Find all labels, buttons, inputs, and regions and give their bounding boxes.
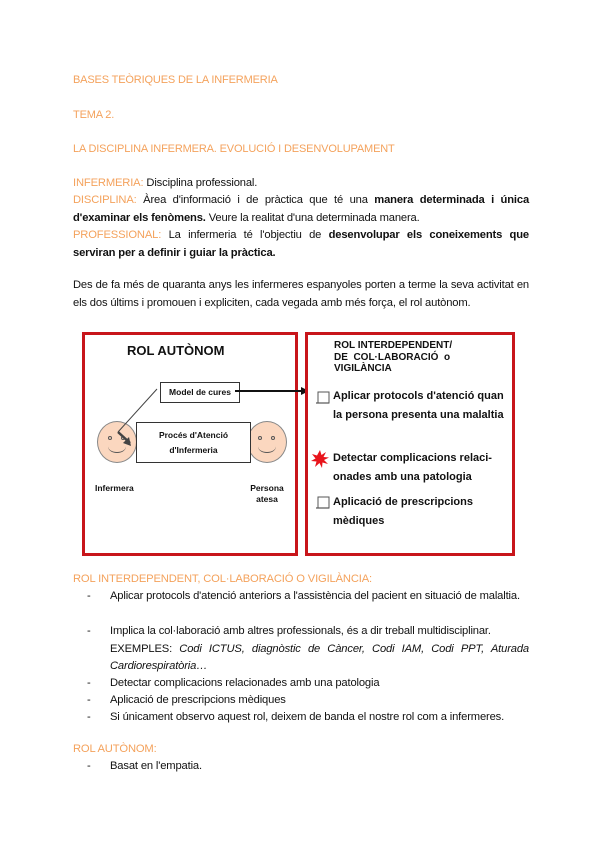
intro-paragraph: Des de fa més de quaranta anys les infermeres espanyoles porten a terme la seva activitat en els dos últims i promouen i expliciten, cada vegada amb més força, el rol autònom. xyxy=(73,279,529,309)
diagram-autonomous-role-box xyxy=(82,332,298,556)
bullet-text: Aplicació de prescripcions mèdiques xyxy=(110,694,286,706)
definition-text: Disciplina professional. xyxy=(143,177,258,189)
section-heading-interdependent: ROL INTERDEPENDENT, COL·LABORACIÓ O VIGILÀNCIA: xyxy=(73,573,373,585)
definition-text-bold: manera determinada i única d'examinar els fenòmens. xyxy=(73,194,530,224)
patient-label-line1: Persona xyxy=(250,483,284,493)
bullet-marker: - xyxy=(87,590,91,602)
bullet-marker: - xyxy=(87,694,91,706)
bullet-marker: - xyxy=(87,760,91,772)
theme-number: TEMA 2. xyxy=(73,109,115,121)
checkbox-icon xyxy=(315,495,331,511)
list-item xyxy=(87,588,529,606)
diagram-left-title: ROL AUTÒNOM xyxy=(127,343,225,358)
bullet-marker: - xyxy=(87,711,91,723)
section-heading-autonomous: ROL AUTÒNOM: xyxy=(73,743,157,755)
list-item xyxy=(87,709,529,727)
patient-label-line2: atesa xyxy=(256,494,278,504)
diagram-right-title-line3: VIGILÀNCIA xyxy=(334,363,392,374)
bullet-text: Basat en l'empatia. xyxy=(110,760,202,772)
bullet-text: Detectar complicacions relacionades amb una patologia xyxy=(110,677,380,689)
starburst-icon xyxy=(311,450,329,468)
checkbox-icon xyxy=(315,390,331,406)
definition-professional xyxy=(73,227,529,262)
list-item xyxy=(87,758,529,776)
list-item xyxy=(87,675,529,693)
list-item xyxy=(87,623,529,676)
diagram-right-title-line2: DE COL·LABORACIÓ o xyxy=(334,351,451,363)
diagram-item-complications: Detectar complicacions relaci-onades amb una patologia xyxy=(333,452,492,483)
list-item xyxy=(87,692,529,710)
patient-label xyxy=(245,483,289,505)
nurse-label: Infermera xyxy=(95,483,134,493)
definition-term: DISCIPLINA: xyxy=(73,194,137,206)
definition-text-bold: desenvolupar els coneixements que serviran per a definir i guiar la pràctica. xyxy=(73,229,529,259)
definition-text: La infermeria té l'objectiu de xyxy=(161,229,329,241)
diagram-left-connectors-icon xyxy=(85,335,301,559)
definition-text: Àrea d'informació i de pràctica que té una xyxy=(136,194,375,206)
examples-text: Codi ICTUS, diagnòstic de Càncer, Codi IAM, Codi PPT, Aturada Cardiorespiratòria… xyxy=(110,642,530,672)
bullet-text: Si únicament observo aquest rol, deixem de banda el nostre rol com a infermeres. xyxy=(110,711,505,723)
bullet-text: Aplicar protocols d'atenció anteriors a l'assistència del pacient en situació de malaltia. xyxy=(110,590,520,602)
care-model-box: Model de cures xyxy=(160,382,240,403)
examples-line xyxy=(110,641,529,676)
diagram-item-protocols: Aplicar protocols d'atenció quan la persona presenta una malaltia xyxy=(333,390,504,421)
diagram-right-title xyxy=(334,340,452,375)
bullet-marker: - xyxy=(87,625,91,637)
document-title: BASES TEÒRIQUES DE LA INFERMERIA xyxy=(73,74,278,86)
arrow-right-icon xyxy=(235,385,310,397)
examples-label: EXEMPLES: xyxy=(110,642,180,655)
bullet-main-text: Implica la col·laboració amb altres professionals, és a dir treball multidisciplinar. xyxy=(110,625,491,637)
bullet-marker: - xyxy=(87,677,91,689)
definition-disciplina xyxy=(73,192,529,227)
bullet-text xyxy=(110,623,529,676)
care-process-line1: Procés d'Atenció xyxy=(158,430,229,440)
definition-term: PROFESSIONAL: xyxy=(73,229,162,241)
diagram-item-prescriptions: Aplicació de prescripcions mèdiques xyxy=(333,496,473,527)
definition-infermeria xyxy=(73,175,529,193)
definition-term: INFERMERIA: xyxy=(73,177,144,189)
definition-text-tail: Veure la realitat d'una determinada manera. xyxy=(205,211,420,224)
care-process-line2: d'Infermeria xyxy=(169,445,218,455)
document-subtitle: LA DISCIPLINA INFERMERA. EVOLUCIÓ I DESENVOLUPAMENT xyxy=(73,143,395,155)
diagram-right-title-line1: ROL INTERDEPENDENT/ xyxy=(334,340,453,351)
